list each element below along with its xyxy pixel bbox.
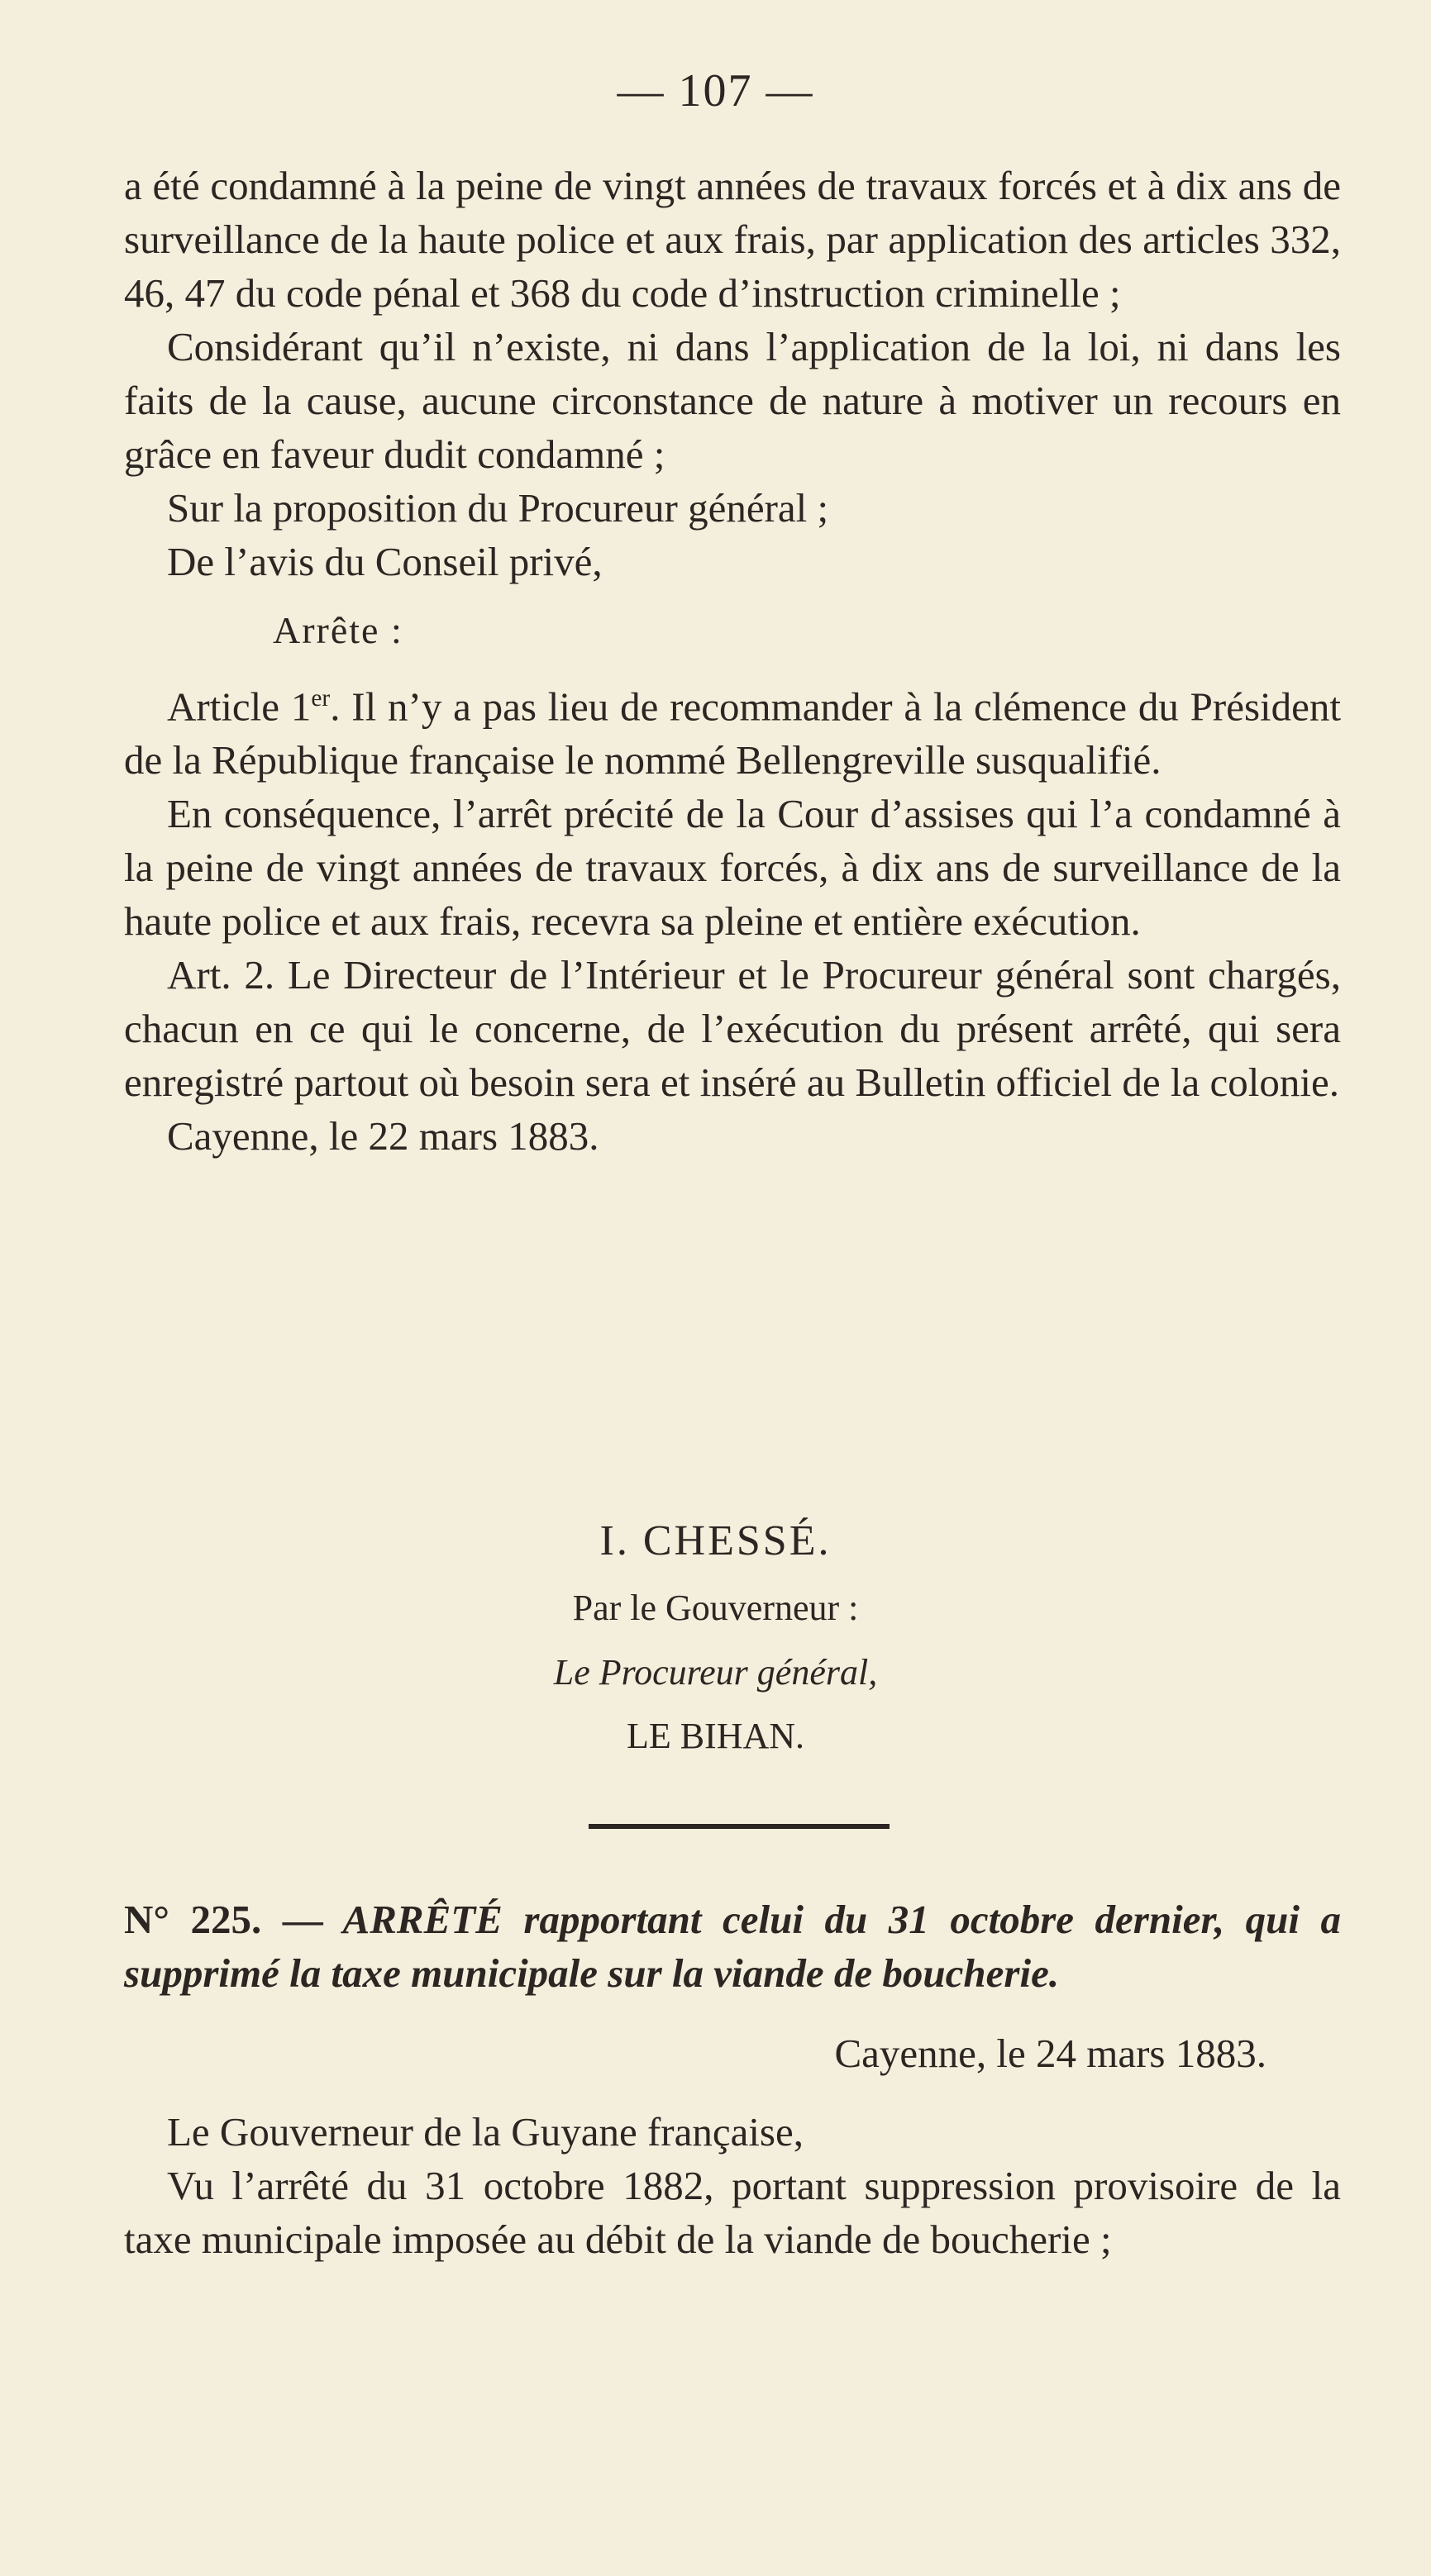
article-1-superscript: er [311, 685, 331, 712]
article-1-text: . Il n’y a pas lieu de recommander à la clémence du Président de la République française le nommé Bellengreville susqualifié. [124, 683, 1341, 783]
paragraph-gouverneur: Le Gouverneur de la Guyane française, [167, 2109, 804, 2155]
page-number: — 107 — [617, 65, 814, 117]
paragraph-consequence: En conséquence, l’arrêt précité de la Cour d’assises qui l’a condamné à la peine de vingt années de travaux forcés, à dix ans de surveillance de la haute police et aux frais, recevra sa pleine et entière exécution. [124, 791, 1341, 945]
paragraph-date-22-mars: Cayenne, le 22 mars 1883. [167, 1113, 599, 1159]
signature-procureur-general: Le Procureur général, [553, 1652, 878, 1693]
body-text-bottom [124, 1893, 1341, 2266]
signature-name: I. CHESSÉ. [599, 1517, 832, 1564]
article-1-prefix: Article 1 [167, 683, 312, 730]
paragraph-vu-arrete: Vu l’arrêté du 31 octobre 1882, portant suppression provisoire de la taxe municipale imposée au débit de la viande de boucherie ; [124, 2163, 1341, 2262]
decree-date: Cayenne, le 24 mars 1883. [834, 2031, 1266, 2076]
signature-par-le-gouverneur: Par le Gouverneur : [572, 1588, 859, 1628]
paragraph-condemnation: a été condamné à la peine de vingt années de travaux forcés et à dix ans de surveillance de la haute police et aux frais, par application des articles 332, 46, 47 du code pénal et 368 du code d’instruction criminelle ; [124, 163, 1341, 316]
signature-le-bihan: LE BIHAN. [626, 1716, 805, 1756]
body-text-top [124, 159, 1341, 1163]
decree-title [124, 1893, 1341, 2000]
paragraph-article-1 [124, 672, 1341, 787]
section-divider [589, 1824, 890, 1829]
arrete-label: Arrête : [273, 609, 403, 651]
paragraph-considerant: Considérant qu’il n’existe, ni dans l’application de la loi, ni dans les faits de la cause, aucune circonstance de nature à motiver un recours en grâce en faveur dudit condamné ; [124, 324, 1341, 477]
decree-title-text: ARRÊTÉ rapportant celui du 31 octobre dernier, qui a supprimé la taxe municipale sur la viande de boucherie. [124, 1897, 1342, 1996]
decree-number: N° 225. — [124, 1897, 323, 1942]
paragraph-avis: De l’avis du Conseil privé, [167, 539, 603, 584]
paragraph-proposition: Sur la proposition du Procureur général ; [167, 485, 829, 531]
paragraph-article-2: Art. 2. Le Directeur de l’Intérieur et le Procureur général sont chargés, chacun en ce qui le concerne, de l’exécution du présent arrêté, qui sera enregistré partout où besoin sera et inséré au Bulletin officiel de la colonie. [124, 952, 1341, 1106]
